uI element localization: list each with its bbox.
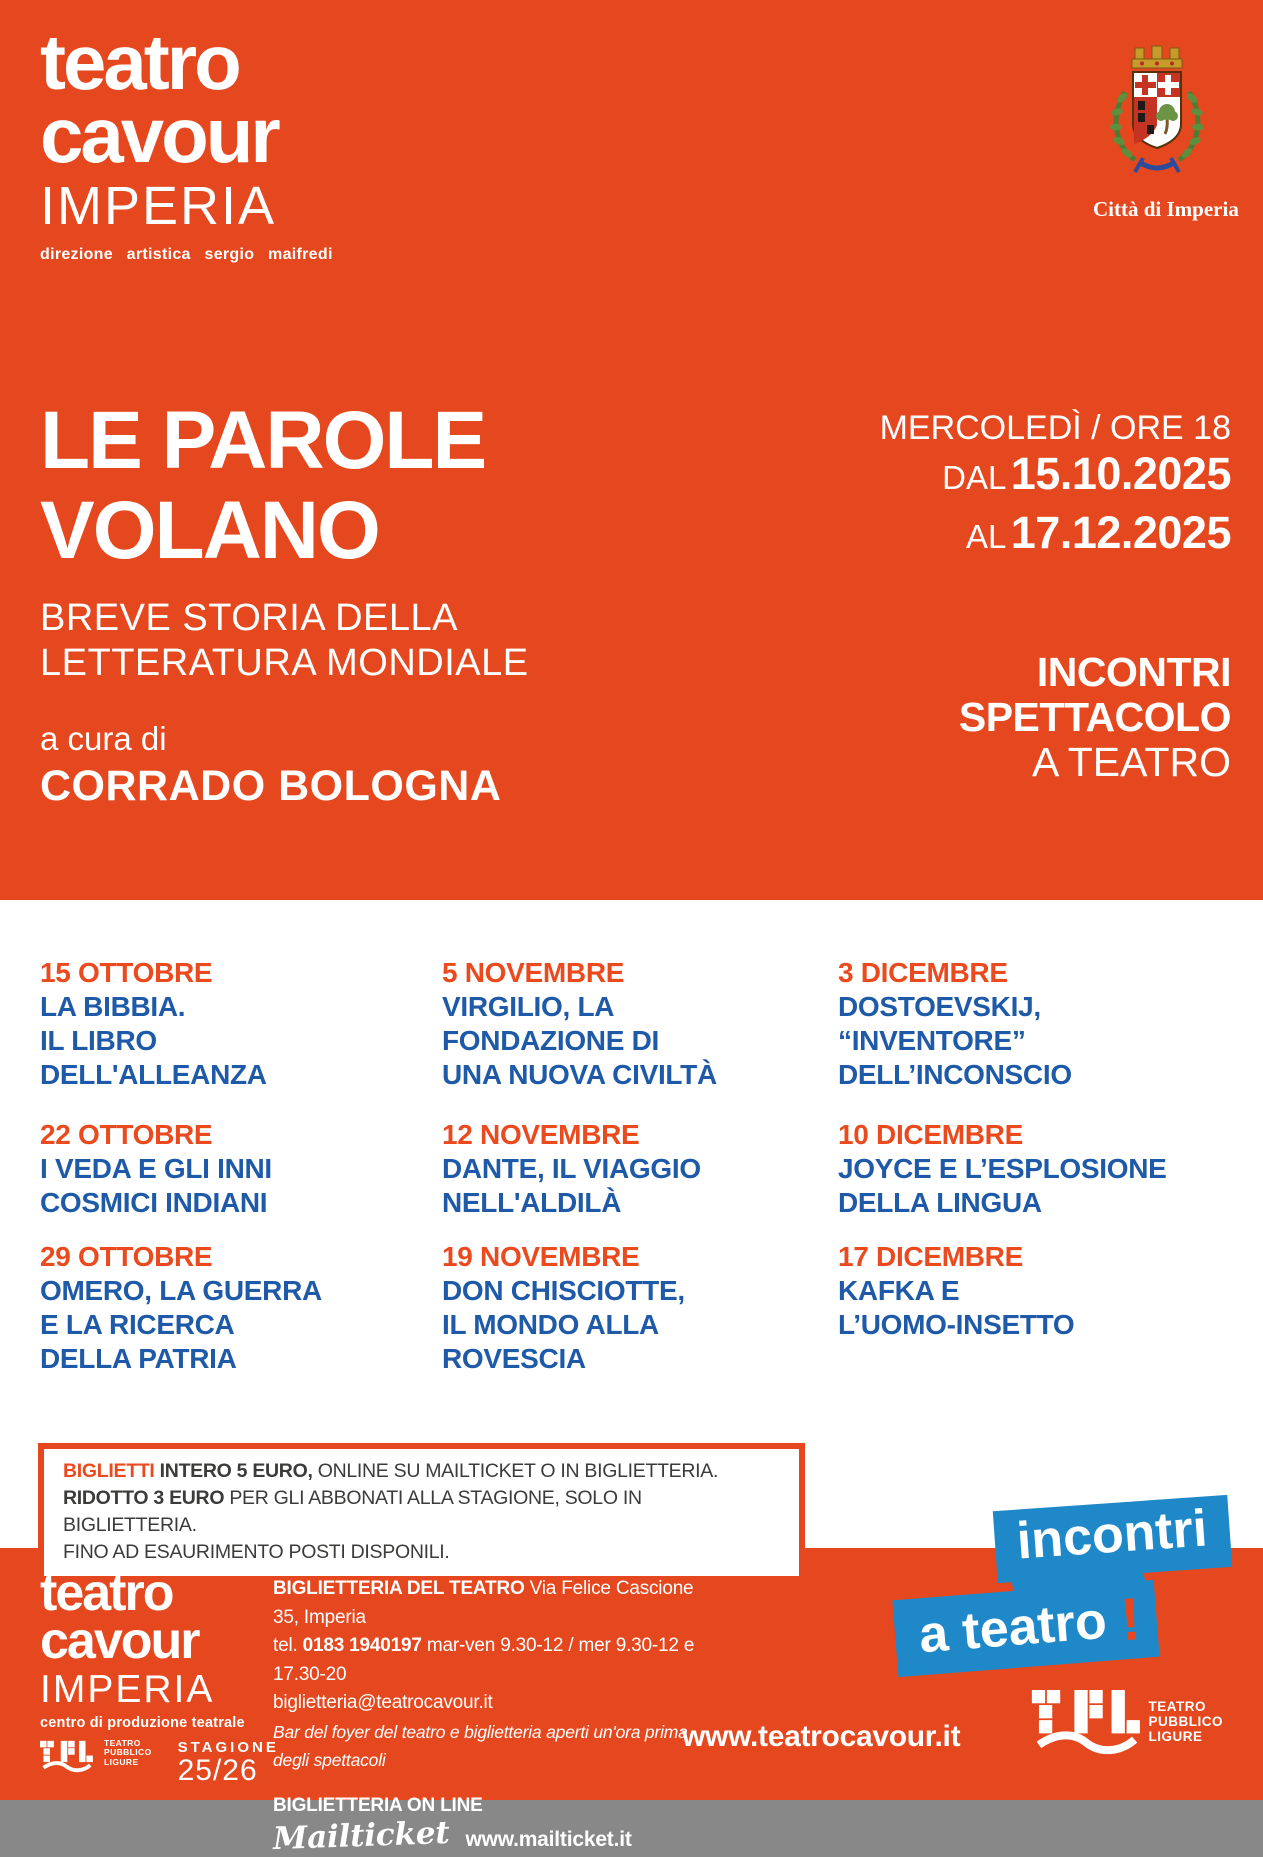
tpl-logo-text: [104, 1739, 152, 1768]
emblem-caption: Città di Imperia: [1093, 197, 1239, 221]
page-title-line1: LE PAROLE: [40, 395, 486, 486]
page-title-line2: VOLANO: [40, 485, 379, 576]
event-15-ottobre: [40, 956, 267, 1092]
event-title-line: IL LIBRO: [40, 1025, 157, 1056]
event-29-ottobre: [40, 1240, 322, 1376]
event-title-line: VIRGILIO, LA: [442, 991, 615, 1022]
schedule-to-label: AL: [965, 518, 1007, 555]
tickets-line2: [63, 1485, 780, 1539]
tpl-text-line: LIGURE: [1148, 1728, 1203, 1744]
logo-word-imperia: IMPERIA: [40, 175, 277, 236]
teatro-cavour-logo: [40, 18, 333, 264]
schedule-from-label: DAL: [942, 459, 1007, 496]
tickets-line1: [63, 1458, 780, 1485]
event-title-line: “INVENTORE”: [838, 1025, 1026, 1056]
event-22-ottobre: [40, 1118, 272, 1220]
event-title-line: KAFKA E: [838, 1275, 960, 1306]
event-date: 10 DICEMBRE: [838, 1119, 1023, 1150]
event-date: 29 OTTOBRE: [40, 1241, 213, 1272]
tel-prefix: tel.: [273, 1635, 298, 1656]
schedule-weekday: MERCOLEDÌ / ORE 18: [879, 409, 1231, 447]
format-line1: INCONTRI: [1036, 649, 1231, 695]
tel-number: 0183 1940197: [302, 1635, 422, 1656]
footer-logo-word-cavour: cavour: [40, 1611, 199, 1670]
event-title-line: DELL'ALLEANZA: [40, 1059, 267, 1090]
event-title-line: JOYCE E L’ESPLOSIONE: [838, 1153, 1167, 1184]
season-badge: [178, 1739, 279, 1786]
event-title-line: UNA NUOVA CIVILTÀ: [442, 1059, 717, 1090]
tpl-text-line: TEATRO: [1148, 1698, 1206, 1714]
tpl-text-line: PUBBLICO: [104, 1747, 152, 1758]
mailticket-logo: Mailticket: [272, 1814, 451, 1857]
tpl-logo-icon: [40, 1739, 92, 1773]
subtitle: [40, 596, 529, 686]
schedule-to: [880, 509, 1231, 568]
footer-logo-tagline: centro di produzione teatrale: [40, 1714, 245, 1731]
tickets-line3: FINO AD ESAURIMENTO POSTI DISPONILI.: [63, 1541, 450, 1563]
event-title-line: DANTE, IL VIAGGIO: [442, 1153, 701, 1184]
tpl-logo-text: [1149, 1699, 1224, 1744]
tickets-line2-bold: RIDOTTO 3 EURO: [63, 1487, 225, 1509]
box-office-email: biglietteria@teatrocavour.it: [273, 1692, 493, 1713]
schedule-block: [880, 406, 1231, 568]
box-office-address: Via Felice Cascione 35, Imperia: [273, 1578, 694, 1628]
incontri-badge: incontri: [993, 1495, 1232, 1583]
schedule-from: [880, 450, 1231, 509]
event-12-novembre: [442, 1118, 701, 1220]
format-line2: SPETTACOLO: [958, 694, 1231, 740]
season-label: STAGIONE: [177, 1738, 279, 1756]
event-title-line: DELLA LINGUA: [838, 1187, 1042, 1218]
teatrocavour-url: www.teatrocavour.it: [682, 1720, 961, 1753]
a-teatro-badge-text: a teatro: [917, 1591, 1109, 1665]
tpl-text-line: TEATRO: [104, 1737, 141, 1748]
mailticket-url: www.mailticket.it: [465, 1828, 632, 1851]
event-title-line: DON CHISCIOTTE,: [442, 1275, 685, 1306]
box-office-note: Bar del foyer del teatro e biglietteria aperti un'ora prima degli spettacoli: [273, 1721, 688, 1770]
program-section: [0, 900, 1263, 1563]
imperia-coat-of-arms: [1093, 40, 1239, 222]
format-line3: A TEATRO: [1032, 739, 1231, 785]
tpl-logo-icon: [1031, 1690, 1139, 1752]
tpl-text-line: LIGURE: [104, 1756, 139, 1767]
tickets-line1-bold: INTERO 5 EURO,: [159, 1460, 313, 1482]
tickets-line2-rest: PER GLI ABBONATI ALLA STAGIONE, SOLO IN BIGLIETTERIA.: [63, 1487, 642, 1536]
logo-word-cavour: cavour: [40, 91, 278, 180]
tickets-label: BIGLIETTI: [63, 1460, 155, 1482]
event-19-novembre: [442, 1240, 685, 1376]
event-title-line: LA BIBBIA.: [40, 991, 186, 1022]
logo-tagline: direzione artistica sergio maifredi: [40, 245, 333, 263]
footer-teatro-cavour-logo: [40, 1564, 279, 1787]
box-office-info: [273, 1575, 703, 1855]
box-office-hours: mar-ven 9.30-12 / mer 9.30-12 e 17.30-20: [273, 1635, 695, 1685]
footer-brand-row: [40, 1739, 279, 1786]
a-teatro-badge: [893, 1580, 1160, 1677]
exclamation-mark: !: [1118, 1585, 1144, 1654]
schedule-from-date: 15.10.2025: [1010, 448, 1231, 499]
event-17-dicembre: [838, 1240, 1074, 1342]
online-tickets-title: BIGLIETTERIA ON LINE: [273, 1794, 483, 1816]
event-title-line: FONDAZIONE DI: [442, 1025, 659, 1056]
event-title-line: L’UOMO-INSETTO: [838, 1309, 1075, 1340]
subtitle-line1: BREVE STORIA DELLA: [40, 597, 459, 639]
box-office-title: BIGLIETTERIA DEL TEATRO: [273, 1578, 525, 1599]
event-title-line: NELL'ALDILÀ: [442, 1187, 622, 1218]
event-date: 3 DICEMBRE: [838, 957, 1008, 988]
event-title-line: DELLA PATRIA: [40, 1343, 237, 1374]
shield-icon: [1133, 72, 1181, 148]
tpl-text-line: PUBBLICO: [1148, 1713, 1223, 1729]
event-5-novembre: [442, 956, 717, 1092]
subtitle-line2: LETTERATURA MONDIALE: [40, 642, 529, 684]
tpl-logo-block: [1031, 1690, 1224, 1752]
event-date: 15 OTTOBRE: [40, 957, 213, 988]
curator-prefix: a cura di: [40, 720, 167, 757]
format-block: [959, 650, 1231, 785]
event-title-line: DELL’INCONSCIO: [838, 1059, 1072, 1090]
event-title-line: ROVESCIA: [442, 1343, 586, 1374]
box-office-line2: [273, 1632, 703, 1689]
box-office-line1: [273, 1575, 703, 1632]
tickets-line1-rest: ONLINE SU MAILTICKET O IN BIGLIETTERIA.: [317, 1460, 719, 1482]
footer-logo-word-teatro: teatro: [40, 1564, 173, 1622]
event-date: 5 NOVEMBRE: [442, 957, 625, 988]
coat-of-arms-icon: [1105, 40, 1209, 188]
event-3-dicembre: [838, 956, 1072, 1092]
event-date: 19 NOVEMBRE: [442, 1241, 640, 1272]
event-date: 17 DICEMBRE: [838, 1241, 1023, 1272]
schedule-to-date: 17.12.2025: [1010, 507, 1231, 558]
event-title-line: I VEDA E GLI INNI: [40, 1153, 272, 1184]
event-10-dicembre: [838, 1118, 1167, 1220]
footer-logo-word-imperia: IMPERIA: [40, 1667, 215, 1711]
event-title-line: IL MONDO ALLA: [442, 1309, 659, 1340]
event-title-line: OMERO, LA GUERRA: [40, 1275, 322, 1306]
event-title-line: COSMICI INDIANI: [40, 1187, 268, 1218]
event-title-line: E LA RICERCA: [40, 1309, 235, 1340]
curator-name: CORRADO BOLOGNA: [40, 762, 502, 810]
event-date: 22 OTTOBRE: [40, 1119, 213, 1150]
online-tickets-row: [272, 1814, 703, 1857]
event-date: 12 NOVEMBRE: [442, 1119, 640, 1150]
season-value: 25/26: [177, 1753, 258, 1787]
title-block: [40, 396, 529, 811]
crown-icon: [1132, 46, 1182, 68]
event-title-line: DOSTOEVSKIJ,: [838, 991, 1041, 1022]
logo-word-teatro: teatro: [40, 18, 239, 106]
